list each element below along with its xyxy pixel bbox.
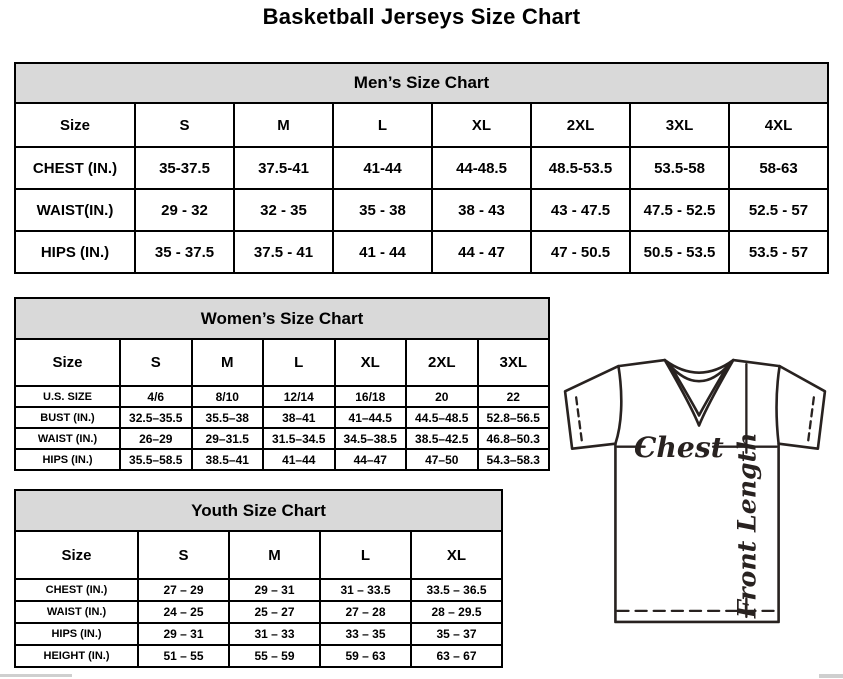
size-range-cell: 51 – 55 xyxy=(138,645,229,667)
row-label: HEIGHT (IN.) xyxy=(15,645,138,667)
size-range-cell: 58-63 xyxy=(729,147,828,189)
measurement-row xyxy=(15,231,828,273)
measurement-row xyxy=(15,579,502,601)
size-range-cell: 27 – 28 xyxy=(320,601,411,623)
size-range-cell: 35 - 38 xyxy=(333,189,432,231)
measurement-row xyxy=(15,645,502,667)
measurement-row xyxy=(15,386,549,407)
size-range-cell: 38.5–42.5 xyxy=(406,428,478,449)
measurement-row xyxy=(15,623,502,645)
mens-chart-title: Men’s Size Chart xyxy=(15,63,828,103)
size-range-cell: 4/6 xyxy=(120,386,192,407)
size-range-cell: 31 – 33.5 xyxy=(320,579,411,601)
size-range-cell: 8/10 xyxy=(192,386,264,407)
measurement-row xyxy=(15,189,828,231)
size-range-cell: 29 - 32 xyxy=(135,189,234,231)
size-range-cell: 31.5–34.5 xyxy=(263,428,335,449)
size-range-cell: 38.5–41 xyxy=(192,449,264,470)
size-range-cell: 35.5–58.5 xyxy=(120,449,192,470)
size-range-cell: 29 – 31 xyxy=(229,579,320,601)
row-label: HIPS (IN.) xyxy=(15,623,138,645)
size-range-cell: 24 – 25 xyxy=(138,601,229,623)
size-range-cell: 16/18 xyxy=(335,386,407,407)
size-range-cell: 38 - 43 xyxy=(432,189,531,231)
jersey-body-outline xyxy=(565,360,825,622)
womens-size-chart-table xyxy=(14,297,550,471)
size-range-cell: 20 xyxy=(406,386,478,407)
size-range-cell: 47–50 xyxy=(406,449,478,470)
size-range-cell: 12/14 xyxy=(263,386,335,407)
row-label: WAIST(IN.) xyxy=(15,189,135,231)
column-header: XL xyxy=(432,103,531,147)
jersey-right-cuff-dashes xyxy=(808,397,814,443)
size-range-cell: 32 - 35 xyxy=(234,189,333,231)
size-range-cell: 41–44 xyxy=(263,449,335,470)
size-range-cell: 37.5-41 xyxy=(234,147,333,189)
size-range-cell: 27 – 29 xyxy=(138,579,229,601)
size-range-cell: 44–47 xyxy=(335,449,407,470)
size-range-cell: 44-48.5 xyxy=(432,147,531,189)
size-range-cell: 35-37.5 xyxy=(135,147,234,189)
size-range-cell: 38–41 xyxy=(263,407,335,428)
size-range-cell: 47 - 50.5 xyxy=(531,231,630,273)
size-range-cell: 43 - 47.5 xyxy=(531,189,630,231)
column-header: S xyxy=(135,103,234,147)
measurement-row xyxy=(15,449,549,470)
size-range-cell: 54.3–58.3 xyxy=(478,449,550,470)
jersey-left-cuff-dashes xyxy=(576,397,582,443)
mens-chart-title-row xyxy=(15,63,828,103)
size-range-cell: 53.5 - 57 xyxy=(729,231,828,273)
column-header: M xyxy=(192,339,264,386)
size-range-cell: 52.5 - 57 xyxy=(729,189,828,231)
size-range-cell: 53.5-58 xyxy=(630,147,729,189)
size-range-cell: 35.5–38 xyxy=(192,407,264,428)
size-range-cell: 32.5–35.5 xyxy=(120,407,192,428)
youth-column-header-row xyxy=(15,531,502,579)
jersey-measurement-diagram xyxy=(556,353,834,625)
womens-chart-title: Women’s Size Chart xyxy=(15,298,549,339)
column-header: 3XL xyxy=(478,339,550,386)
jersey-right-seam xyxy=(776,366,779,444)
youth-chart-title: Youth Size Chart xyxy=(15,490,502,531)
column-header: 2XL xyxy=(406,339,478,386)
row-label: WAIST (IN.) xyxy=(15,601,138,623)
row-label: CHEST (IN.) xyxy=(15,579,138,601)
size-range-cell: 41-44 xyxy=(333,147,432,189)
jersey-left-seam xyxy=(615,366,621,444)
column-header: M xyxy=(234,103,333,147)
size-range-cell: 52.8–56.5 xyxy=(478,407,550,428)
size-range-cell: 37.5 - 41 xyxy=(234,231,333,273)
size-range-cell: 44 - 47 xyxy=(432,231,531,273)
column-header: S xyxy=(120,339,192,386)
column-header: 3XL xyxy=(630,103,729,147)
page-edge-artifact-left xyxy=(0,674,72,677)
measurement-row xyxy=(15,407,549,428)
size-range-cell: 59 – 63 xyxy=(320,645,411,667)
chest-label: Chest xyxy=(634,430,724,464)
size-range-cell: 26–29 xyxy=(120,428,192,449)
column-header: 4XL xyxy=(729,103,828,147)
row-label: BUST (IN.) xyxy=(15,407,120,428)
size-range-cell: 55 – 59 xyxy=(229,645,320,667)
column-header: 2XL xyxy=(531,103,630,147)
size-range-cell: 25 – 27 xyxy=(229,601,320,623)
row-label: WAIST (IN.) xyxy=(15,428,120,449)
column-header: L xyxy=(320,531,411,579)
row-label: HIPS (IN.) xyxy=(15,449,120,470)
size-range-cell: 22 xyxy=(478,386,550,407)
size-range-cell: 46.8–50.3 xyxy=(478,428,550,449)
size-range-cell: 47.5 - 52.5 xyxy=(630,189,729,231)
column-header: M xyxy=(229,531,320,579)
row-label: U.S. SIZE xyxy=(15,386,120,407)
size-column-header: Size xyxy=(15,103,135,147)
size-range-cell: 50.5 - 53.5 xyxy=(630,231,729,273)
mens-size-chart-table xyxy=(14,62,829,274)
row-label: CHEST (IN.) xyxy=(15,147,135,189)
size-range-cell: 33.5 – 36.5 xyxy=(411,579,502,601)
measurement-row xyxy=(15,147,828,189)
size-range-cell: 35 - 37.5 xyxy=(135,231,234,273)
size-range-cell: 33 – 35 xyxy=(320,623,411,645)
size-range-cell: 41–44.5 xyxy=(335,407,407,428)
page-edge-artifact-right xyxy=(819,674,843,678)
youth-size-chart-table xyxy=(14,489,503,668)
size-range-cell: 29 – 31 xyxy=(138,623,229,645)
jersey-outline-svg xyxy=(556,353,834,625)
row-label: HIPS (IN.) xyxy=(15,231,135,273)
column-header: S xyxy=(138,531,229,579)
womens-column-header-row xyxy=(15,339,549,386)
size-range-cell: 41 - 44 xyxy=(333,231,432,273)
size-range-cell: 28 – 29.5 xyxy=(411,601,502,623)
size-range-cell: 63 – 67 xyxy=(411,645,502,667)
size-range-cell: 44.5–48.5 xyxy=(406,407,478,428)
front-length-label: Front Length xyxy=(731,432,762,619)
column-header: XL xyxy=(411,531,502,579)
size-range-cell: 31 – 33 xyxy=(229,623,320,645)
column-header: XL xyxy=(335,339,407,386)
size-range-cell: 35 – 37 xyxy=(411,623,502,645)
youth-chart-title-row xyxy=(15,490,502,531)
womens-chart-title-row xyxy=(15,298,549,339)
measurement-row xyxy=(15,428,549,449)
size-column-header: Size xyxy=(15,531,138,579)
size-range-cell: 34.5–38.5 xyxy=(335,428,407,449)
column-header: L xyxy=(263,339,335,386)
page-title: Basketball Jerseys Size Chart xyxy=(262,4,581,29)
size-range-cell: 48.5-53.5 xyxy=(531,147,630,189)
mens-column-header-row xyxy=(15,103,828,147)
measurement-row xyxy=(15,601,502,623)
column-header: L xyxy=(333,103,432,147)
size-column-header: Size xyxy=(15,339,120,386)
size-range-cell: 29–31.5 xyxy=(192,428,264,449)
